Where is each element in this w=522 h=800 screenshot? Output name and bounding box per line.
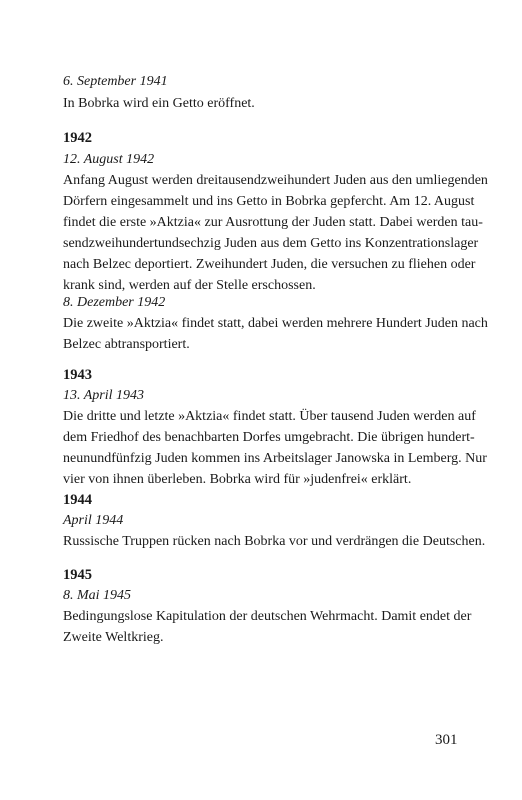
entry-date: 6. September 1941: [63, 74, 168, 89]
entry-text-line: Anfang August werden dreitausendzweihundert Juden aus den umliegenden: [63, 173, 488, 188]
entry-date: 13. April 1943: [63, 388, 145, 403]
entry-text: [63, 93, 457, 114]
entry-year: 1942: [63, 130, 92, 146]
entry-date: 12. August 1942: [63, 152, 155, 167]
entry-text-line: vier von ihnen überleben. Bobrka wird für »judenfrei« erklärt.: [63, 472, 412, 487]
entry-text-line: In Bobrka wird ein Getto eröffnet.: [63, 96, 255, 111]
entry-text-line: krank sind, werden auf der Stelle erschossen.: [63, 278, 316, 293]
entry-text-line: Die zweite »Aktzia« findet statt, dabei werden mehrere Hundert Juden nach: [63, 316, 488, 331]
entry-text: [63, 170, 488, 296]
chronology-entry: [63, 491, 486, 552]
entry-text-line: Zweite Weltkrieg.: [63, 630, 164, 645]
entry-year: 1943: [63, 367, 92, 383]
entry-text: [63, 406, 487, 490]
entry-text-line: Dörfern eingesammelt und ins Getto in Bobrka gepfercht. Am 12. August: [63, 194, 475, 209]
entry-text-line: findet die erste »Aktzia« zur Ausrottung der Juden statt. Dabei werden tau-: [63, 215, 483, 230]
chronology-entry: [63, 366, 487, 490]
chronology-entry: [63, 72, 457, 114]
entry-text-line: Die dritte und letzte »Aktzia« findet statt. Über tausend Juden werden auf: [63, 409, 476, 424]
entry-text-line: dem Friedhof des benachbarten Dorfes umgebracht. Die übrigen hundert-: [63, 430, 475, 445]
entry-text-line: nach Belzec deportiert. Zweihundert Juden, die versuchen zu fliehen oder: [63, 257, 476, 272]
entry-text: [63, 531, 486, 552]
entry-year: 1945: [63, 567, 92, 583]
chronology-entry: [63, 566, 472, 648]
entry-text-line: sendzweihundertundsechzig Juden aus dem Getto ins Konzentrationslager: [63, 236, 479, 251]
entry-date: 8. Dezember 1942: [63, 295, 166, 310]
entry-text: [63, 606, 472, 648]
entry-text: [63, 313, 488, 355]
entry-year: 1944: [63, 492, 92, 508]
chronology-entry: [63, 293, 488, 355]
entry-text-line: Belzec abtransportiert.: [63, 337, 190, 352]
entry-date: 8. Mai 1945: [63, 588, 132, 603]
page-number: 301: [435, 732, 458, 748]
entry-text-line: neunundfünfzig Juden kommen ins Arbeitslager Janowska in Lemberg. Nur: [63, 451, 487, 466]
entry-date: April 1944: [63, 513, 124, 528]
entry-text-line: Bedingungslose Kapitulation der deutschen Wehrmacht. Damit endet der: [63, 609, 472, 624]
entry-text-line: Russische Truppen rücken nach Bobrka vor und verdrängen die Deutschen.: [63, 534, 486, 549]
chronology-entry: [63, 129, 488, 296]
